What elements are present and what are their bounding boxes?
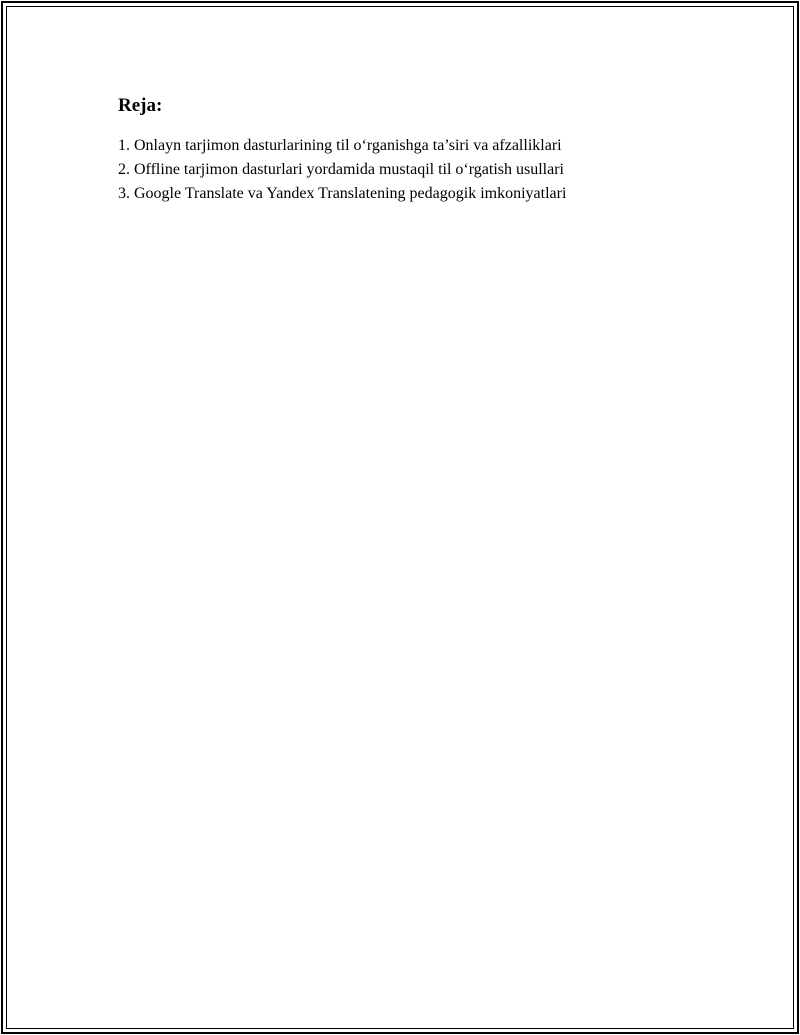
plan-item-1: 1. Onlayn tarjimon dasturlarining til o‘rganishga ta’siri va afzalliklari (118, 137, 562, 154)
plan-list (118, 134, 718, 206)
document-content (118, 94, 718, 206)
plan-heading: Reja: (118, 95, 163, 116)
plan-item-3: 3. Google Translate va Yandex Translatening pedagogik imkoniyatlari (118, 185, 567, 202)
plan-item-2: 2. Offline tarjimon dasturlari yordamida mustaqil til o‘rgatish usullari (118, 161, 564, 178)
